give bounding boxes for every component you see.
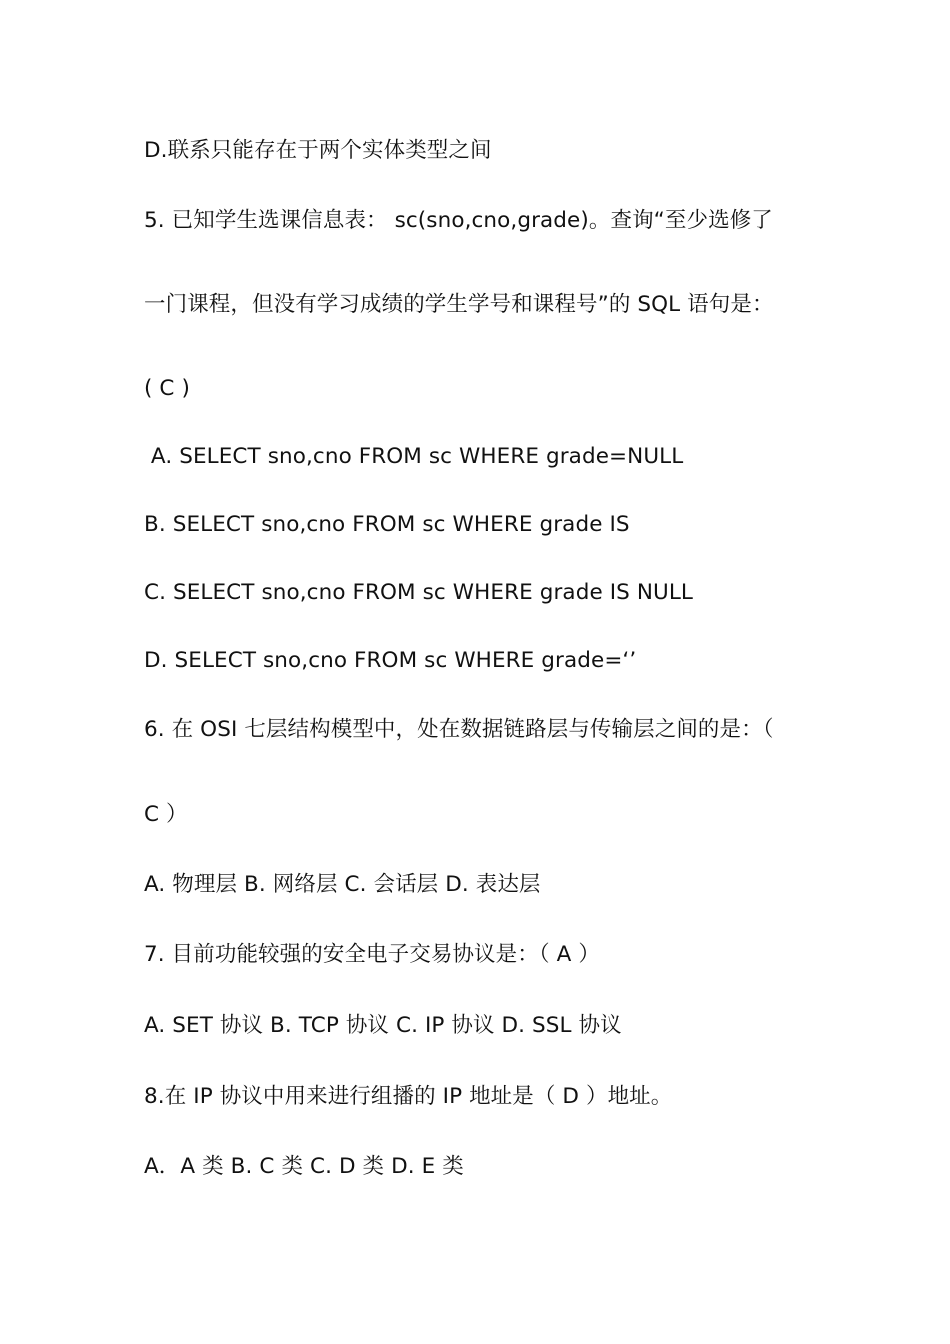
question-8-options: A．A 类 B. C 类 C. D 类 D. E 类 (144, 1154, 464, 1179)
question-6-text: 6. 在 OSI 七层结构模型中，处在数据链路层与传输层之间的是：（ (144, 717, 774, 742)
question-5-option-b: B. SELECT sno,cno FROM sc WHERE grade IS (144, 512, 630, 537)
question-8-text: 8.在 IP 协议中用来进行组播的 IP 地址是（ D ）地址。 (144, 1084, 673, 1109)
question-5-option-d: D. SELECT sno,cno FROM sc WHERE grade=‘’ (144, 648, 637, 673)
answer-option-line: D.联系只能存在于两个实体类型之间 (144, 138, 492, 163)
question-7-options: A. SET 协议 B. TCP 协议 C. IP 协议 D. SSL 协议 (144, 1013, 622, 1038)
question-5-option-a: A. SELECT sno,cno FROM sc WHERE grade=NULL (144, 444, 684, 469)
question-5-option-c: C. SELECT sno,cno FROM sc WHERE grade IS NULL (144, 580, 694, 605)
question-5-text-continued: 一门课程，但没有学习成绩的学生学号和课程号”的 SQL 语句是： (144, 292, 774, 317)
question-7-text: 7. 目前功能较强的安全电子交易协议是：（ A ） (144, 942, 600, 967)
question-5-text: 5. 已知学生选课信息表： sc(sno,cno,grade)。查询“至少选修了 (144, 208, 773, 233)
question-6-answer: C ） (144, 802, 188, 827)
question-6-options: A. 物理层 B. 网络层 C. 会话层 D. 表达层 (144, 872, 541, 897)
question-5-answer: ( C ) (144, 376, 190, 401)
